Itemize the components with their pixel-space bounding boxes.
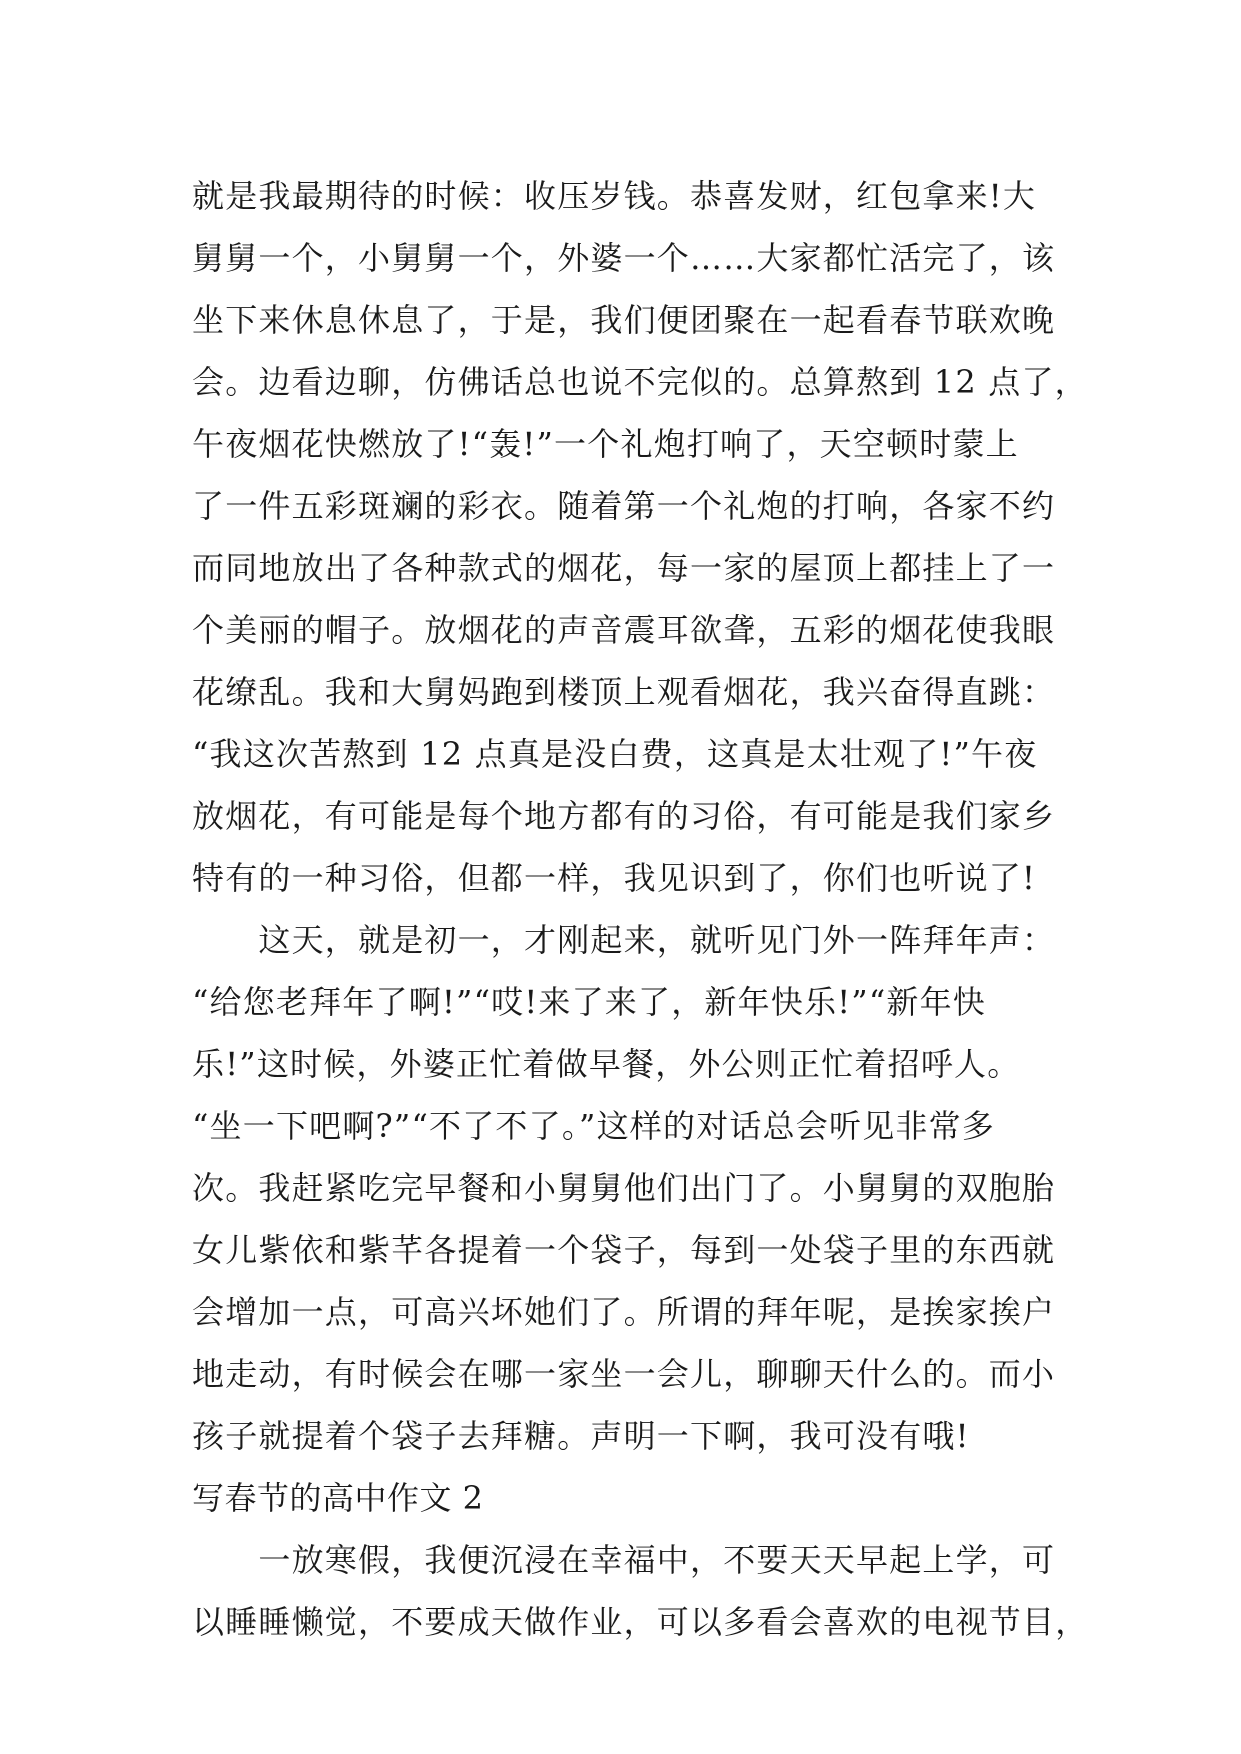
text-line: “我这次苦熬到 12 点真是没白费，这真是太壮观了!”午夜 xyxy=(192,735,1038,773)
text-line: 女儿紫依和紫芊各提着一个袋子，每到一处袋子里的东西就 xyxy=(192,1231,1056,1269)
text-line: “给您老拜年了啊!”“哎!来了来了，新年快乐!”“新年快 xyxy=(192,983,986,1021)
text-line: 会增加一点，可高兴坏她们了。所谓的拜年呢，是挨家挨户 xyxy=(192,1293,1056,1331)
text-line: 以睡睡懒觉，不要成天做作业，可以多看会喜欢的电视节目， xyxy=(192,1603,1089,1641)
text-line: 了一件五彩斑斓的彩衣。随着第一个礼炮的打响，各家不约 xyxy=(192,487,1056,525)
text-line: 特有的一种习俗，但都一样，我见识到了，你们也听说了! xyxy=(192,859,1037,897)
text-line: 就是我最期待的时候：收压岁钱。恭喜发财，红包拿来!大 xyxy=(192,177,1037,215)
text-line: 午夜烟花快燃放了!“轰!”一个礼炮打响了，天空顿时蒙上 xyxy=(192,425,1019,463)
text-line: 乐!”这时候，外婆正忙着做早餐，外公则正忙着招呼人。 xyxy=(192,1045,1021,1083)
text-line: 次。我赶紧吃完早餐和小舅舅他们出门了。小舅舅的双胞胎 xyxy=(192,1169,1056,1207)
document-body xyxy=(192,165,1089,1653)
text-line: 坐下来休息休息了，于是，我们便团聚在一起看春节联欢晚 xyxy=(192,301,1056,339)
text-line: 放烟花，有可能是每个地方都有的习俗，有可能是我们家乡 xyxy=(192,797,1056,835)
text-line: 孩子就提着个袋子去拜糖。声明一下啊，我可没有哦! xyxy=(192,1417,970,1455)
text-line: 这天，就是初一，才刚起来，就听见门外一阵拜年声： xyxy=(192,921,1056,959)
section-heading: 写春节的高中作文 2 xyxy=(192,1479,484,1517)
text-line: 而同地放出了各种款式的烟花，每一家的屋顶上都挂上了一 xyxy=(192,549,1056,587)
text-line: 花缭乱。我和大舅妈跑到楼顶上观看烟花，我兴奋得直跳： xyxy=(192,673,1056,711)
text-line: 一放寒假，我便沉浸在幸福中，不要天天早起上学，可 xyxy=(192,1541,1056,1579)
text-line: 个美丽的帽子。放烟花的声音震耳欲聋，五彩的烟花使我眼 xyxy=(192,611,1056,649)
text-line: 舅舅一个，小舅舅一个，外婆一个……大家都忙活完了，该 xyxy=(192,239,1056,277)
text-line: 会。边看边聊，仿佛话总也说不完似的。总算熬到 12 点了， xyxy=(192,363,1088,401)
text-line: 地走动，有时候会在哪一家坐一会儿，聊聊天什么的。而小 xyxy=(192,1355,1056,1393)
text-line: “坐一下吧啊?”“不了不了。”这样的对话总会听见非常多 xyxy=(192,1107,995,1145)
